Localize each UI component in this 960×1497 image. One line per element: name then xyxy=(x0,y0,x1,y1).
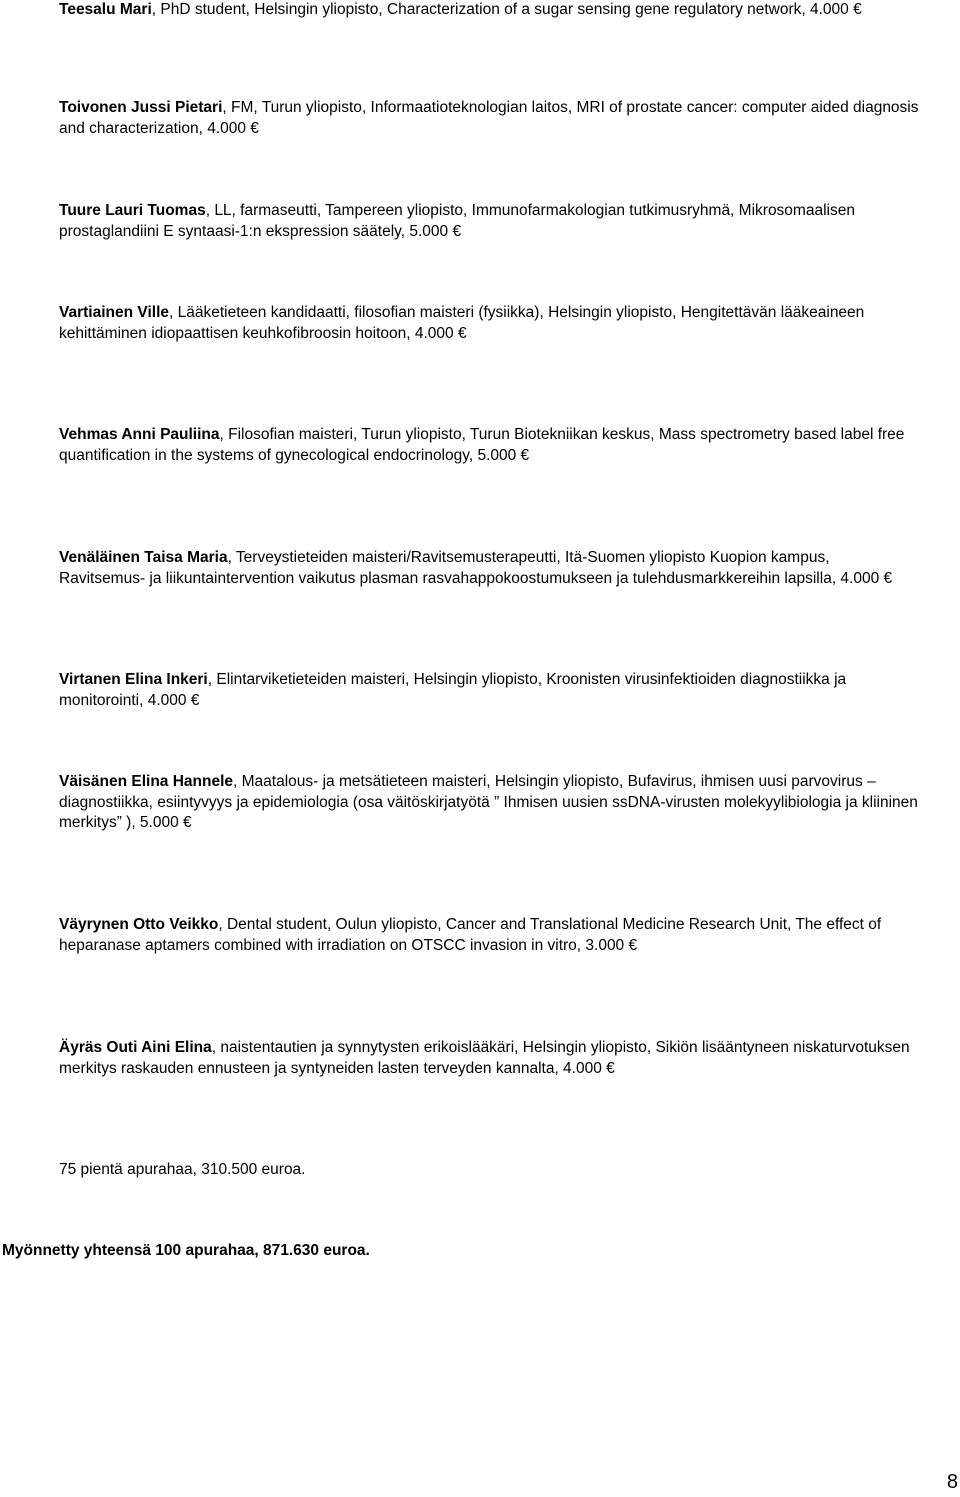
recipient-name: Äyräs Outi Aini Elina xyxy=(59,1039,212,1056)
recipient-name: Väisänen Elina Hannele xyxy=(59,773,234,790)
grant-entry xyxy=(59,201,919,242)
grant-details: , Lääketieteen kandidaatti, filosofian maisteri (fysiikka), Helsingin yliopisto, Hengitettävän lääkeaineen kehittäminen idiopaattisen keuhkofibroosin hoitoon, 4.000 € xyxy=(59,304,865,342)
grant-details: , Maatalous- ja metsätieteen maisteri, Helsingin yliopisto, Bufavirus, ihmisen uusi parvovirus – diagnostiikka, esiintyvyys ja epidemiologia (osa väitöskirjatyötä ” Ihmisen uusien ssDNA-virusten molekyylibiologia ja kliininen merkitys” ), 5.000 € xyxy=(59,773,918,831)
grant-entry xyxy=(59,1038,919,1079)
grant-details: , naistentautien ja synnytysten erikoislääkäri, Helsingin yliopisto, Sikiön lisääntyneen niskaturvotuksen merkitys raskauden ennusteen ja syntyneiden lasten terveyden kannalta, 4.000 € xyxy=(59,1039,910,1077)
grant-entry xyxy=(59,98,919,139)
grant-details: , LL, farmaseutti, Tampereen yliopisto, Immunofarmakologian tutkimusryhmä, Mikrosomaalisen prostaglandiini E syntaasi-1:n ekspression säätely, 5.000 € xyxy=(59,202,855,240)
grant-entry xyxy=(59,670,919,711)
grant-details: , Terveystieteiden maisteri/Ravitsemusterapeutti, Itä-Suomen yliopisto Kuopion kampus, Ravitsemus- ja liikuntaintervention vaikutus plasman rasvahappokoostumukseen ja tulehdusmarkkereihin lapsilla, 4.000 € xyxy=(59,549,893,587)
recipient-name: Toivonen Jussi Pietari xyxy=(59,99,223,116)
grant-entry xyxy=(59,425,919,466)
recipient-name: Tuure Lauri Tuomas xyxy=(59,202,206,219)
grant-entry xyxy=(59,548,919,589)
recipient-name: Teesalu Mari xyxy=(59,1,152,18)
recipient-name: Venäläinen Taisa Maria xyxy=(59,549,228,566)
grant-entry xyxy=(59,772,919,834)
grant-details: , PhD student, Helsingin yliopisto, Characterization of a sugar sensing gene regulatory network, 4.000 € xyxy=(151,1,862,18)
page-number: 8 xyxy=(946,1471,958,1493)
grant-entry xyxy=(59,0,919,21)
grant-details: , Elintarviketieteiden maisteri, Helsingin yliopisto, Kroonisten virusinfektioiden diagnostiikka ja monitorointi, 4.000 € xyxy=(59,671,847,709)
recipient-name: Vehmas Anni Pauliina xyxy=(59,426,220,443)
recipient-name: Väyrynen Otto Veikko xyxy=(59,916,219,933)
grant-entry xyxy=(59,303,919,344)
grant-entry xyxy=(59,915,919,956)
grand-total: Myönnetty yhteensä 100 apurahaa, 871.630 euroa. xyxy=(2,1242,370,1259)
recipient-name: Vartiainen Ville xyxy=(59,304,169,321)
grant-details: , FM, Turun yliopisto, Informaatioteknologian laitos, MRI of prostate cancer: computer aided diagnosis and characterization, 4.000 € xyxy=(59,99,919,137)
grant-details: , Filosofian maisteri, Turun yliopisto, Turun Biotekniikan keskus, Mass spectrometry based label free quantification in the systems of gynecological endocrinology, 5.000 € xyxy=(59,426,905,464)
small-grants-summary: 75 pientä apurahaa, 310.500 euroa. xyxy=(59,1161,306,1178)
recipient-name: Virtanen Elina Inkeri xyxy=(59,671,208,688)
grant-details: , Dental student, Oulun yliopisto, Cancer and Translational Medicine Research Unit, The effect of heparanase aptamers combined with irradiation on OTSCC invasion in vitro, 3.000 € xyxy=(59,916,882,954)
